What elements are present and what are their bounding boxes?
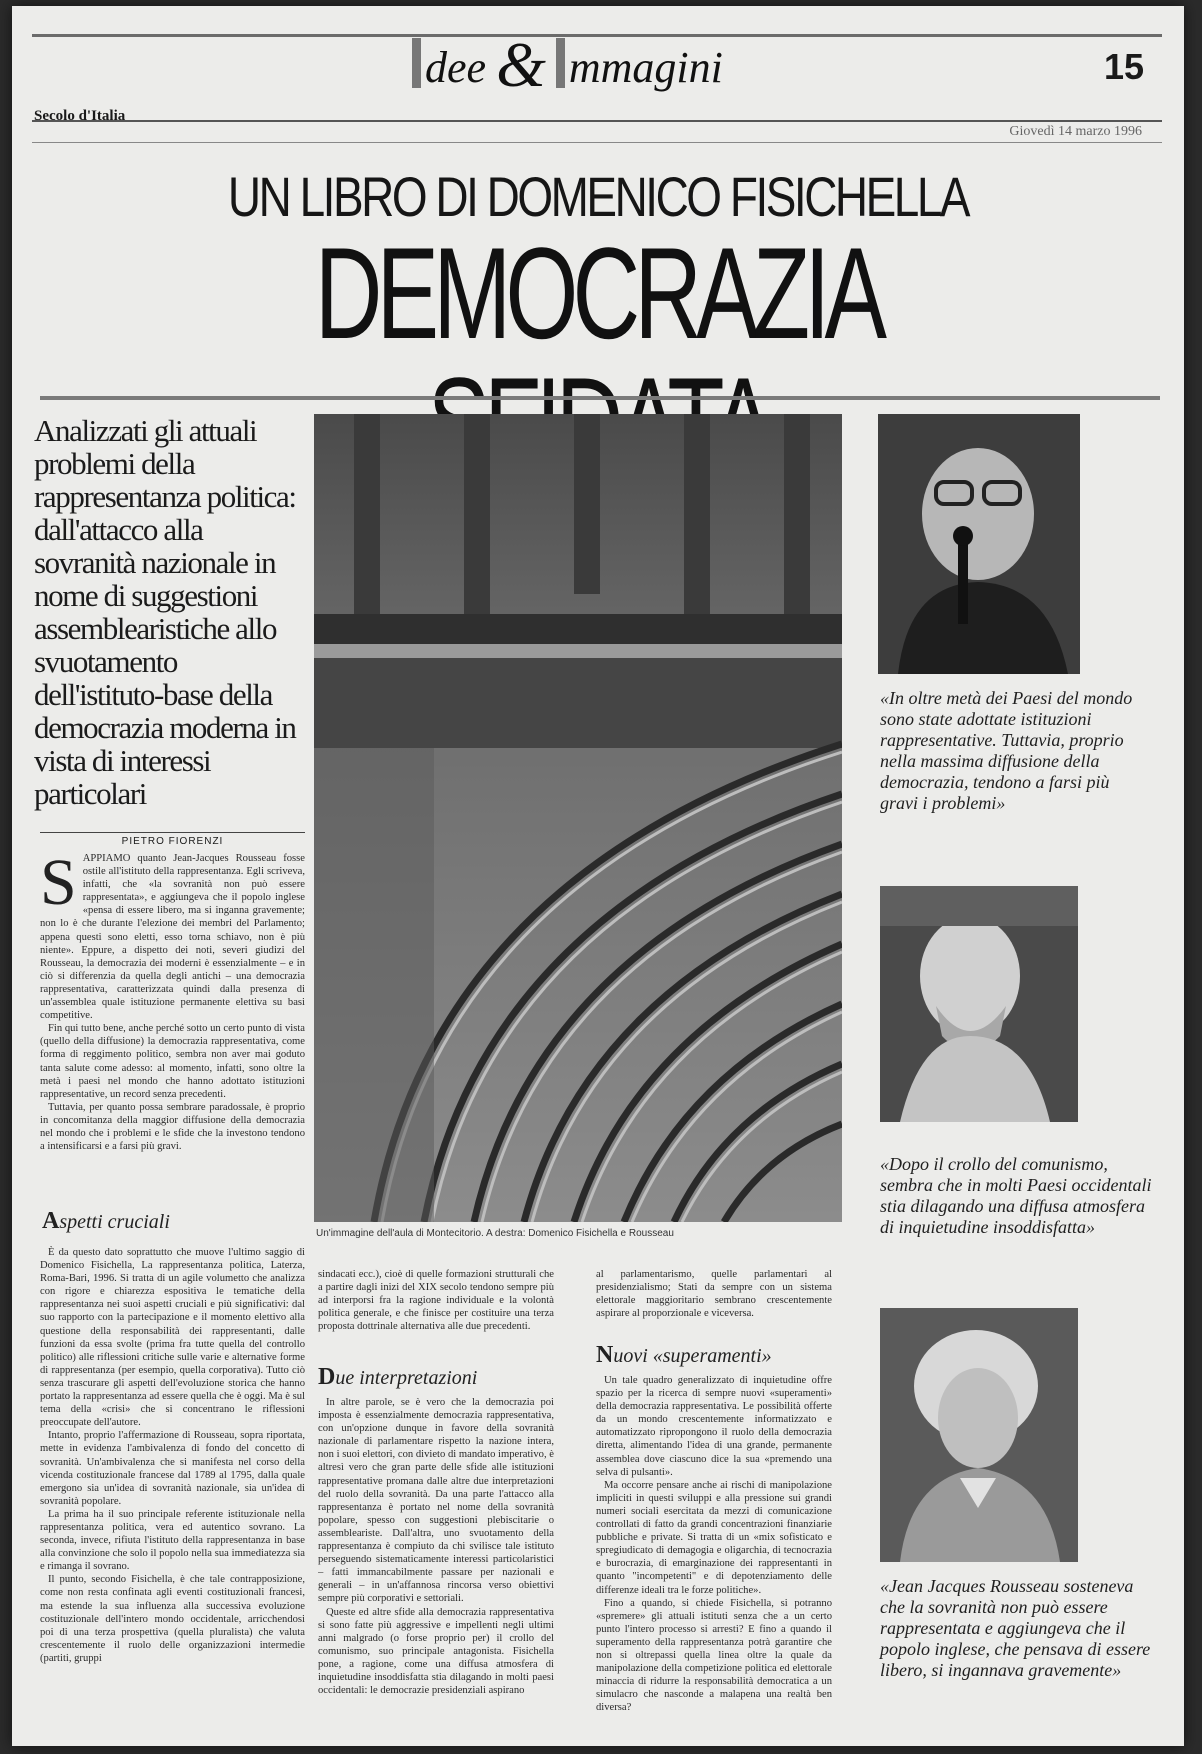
subhead-interpretazioni <box>318 1364 477 1391</box>
newspaper-page <box>12 6 1184 1746</box>
intro-paragraph: Fin qui tutto bene, anche perché sotto un certo punto di vista (quello della diffusione) la democrazia rappresentativa, come forma di reggimento politico, sembra non aver mai goduto tanta salute come adesso: al momento, infatti, sono oltre la metà i paesi nel mondo che hanno adottato istituzioni rappresentative, un record senza precedenti. <box>40 1023 305 1100</box>
deck: Analizzati gli attuali problemi della rappresentanza politica: dall'attacco alla sovranità nazionale in nome di suggestioni assemblearistiche allo svuotamento dell'istituto-base della democrazia moderna in vista di interessi particolari <box>34 413 296 811</box>
column-paragraph: Un tale quadro generalizzato di inquietudine offre spazio per la ricerca di sempre nuovi «superamenti» della democrazia rappresentativa. Le possibilità offerte da un mondo crescentemente informatizzato e automatizzato ripropongono il ruolo della democrazia diretta, alimentando l'idea di una grande, permanente assemblea dove ciascuno dice la sua «premendo una selva di pulsanti». <box>596 1375 832 1478</box>
masthead-rule <box>32 120 1162 122</box>
quote-2: «Dopo il crollo del comunismo, sembra che in molti Paesi occidentali stia dilagando una diffusa atmosfera di inquietudine insoddisfatta» <box>880 1154 1152 1237</box>
subhead-text: spetti cruciali <box>59 1211 170 1233</box>
column-3 <box>596 1374 832 1718</box>
intro-column <box>40 852 305 1194</box>
byline: PIETRO FIORENZI <box>40 832 305 847</box>
column-paragraph: Il punto, secondo Fisichella, è che tale contrapposizione, come non resta confinata agli eventi costituzionali francesi, ma estende la sua influenza alla successiva evoluzione costituzionale dell'intero mondo occidentale, arricchendosi poi di una terza prospettiva (quella pluralista) che valuta crescentemente il ruolo delle organizzazioni intermedie (partiti, gruppi <box>40 1574 305 1664</box>
column-paragraph: Fino a quando, si chiede Fisichella, si potranno «spremere» gli attuali istituti senza che a un certo punto l'intero processo si arresti? E fino a quando il superamento della rappresentanza potrà garantire che non si oltrepassi quella linea oltre la quale da manipolazione della competizione politica ed elettorale minaccia di ridurre la responsabilità democratica a un simulacro che nasconde a malapena una realtà ben diversa? <box>596 1597 832 1714</box>
quote-1: «In oltre metà dei Paesi del mondo sono state adottate istituzioni rappresentative. Tuttavia, proprio nella massima diffusione della democrazia, tendono a farsi più gravi i problemi» <box>880 688 1133 813</box>
headline-rule <box>40 396 1160 400</box>
chamber-photo <box>314 414 842 1222</box>
intro-paragraph: APPIAMO quanto Jean-Jacques Rousseau fosse ostile all'istituto della rappresentanza. Egli scriveva, infatti, che «la sovranità non può essere rappresentata», e aggiungeva che il popolo inglese «pensa di essere libero, ma si inganna gravemente; non lo è che durante l'elezione dei membri del Parlamento; appena questi sono eletti, esso torna schiavo, non è più niente». Eppure, a dispetto dei noti, severi giudizi del Rousseau, la democrazia dei moderni è essenzialmente – e in ciò si differenzia da quella degli antichi – una democrazia rappresentativa, caratterizzata quindi dalla presenza di un'assemblea quale istituzione permanente elettiva su basi competitive. <box>40 853 305 1022</box>
chamber-photo-image <box>314 414 842 1222</box>
column-paragraph: È da questo dato soprattutto che muove l'ultimo saggio di Domenico Fisichella, La rappresentanza politica, Laterza, Roma-Bari, 1996. Si tratta di un agile volumetto che analizza con rigore e chiarezza espositiva le tematiche della rappresentanza nei suoi aspetti cruciali e più significativi: dal suo rapporto con la partecipazione e il momento elettivo alla questione della responsabilità dei rappresentanti, dalle funzioni da essa svolte (prima fra tutte quella del controllo politico) alle riflessioni critiche sulle varie e alternative forme di rappresentanza (per esempio, quella corporativa). Tutto ciò senza trascurare gli aspetti dell'evoluzione storica che hanno portato la rappresentanza ad essere quella che è oggi. Ma è sul tema della «crisi» che si concentrano le riflessioni preoccupate dell'autore. <box>40 1247 305 1429</box>
rousseau-photo <box>880 1308 1078 1562</box>
column-2-top <box>318 1268 554 1348</box>
column-paragraph: sindacati ecc.), cioè di quelle formazioni strutturali che a partire dagli inizi del XIX secolo tendono sempre più ad interporsi fra la ragione individuale e la volontà politica generale, e che finisce per costituire una terza proposta dottrinale alternativa alle due precedenti. <box>318 1269 554 1333</box>
intro-paragraph: Tuttavia, per quanto possa sembrare paradossale, è proprio in concomitanza della maggior diffusione della democrazia nel mondo che i problemi e le sfide che la investono tendono a intensificarsi e a farsi più gravi. <box>40 1101 305 1153</box>
paper-name: Secolo d'Italia <box>34 108 126 124</box>
subhead-text: uovi «superamenti» <box>613 1345 772 1367</box>
dropcap: S <box>40 852 77 919</box>
fisichella-photo <box>878 414 1080 674</box>
column-paragraph: In altre parole, se è vero che la democrazia poi imposta è essenzialmente democrazia rappresentativa, con un'opzione dunque in favore della sovranità nazionale di parlamentare rispetto la nazione intera, non i suoi elettori, con divieto di mandato imperativo, è altresì vero che gran parte delle sfide alle istituzioni rappresentative promana dalle altre due interpretazioni del ruolo della sovranità. Da una parte l'attacco alla rappresentanza è portato nel nome della sovranità popolare, spesso con suggestioni plebiscitarie o assembleariste. Dall'altra, uno svuotamento della rappresentanza è compiuto da chi svilisce tale istituto perseguendo sistematicamente interessi particolaristici – fatti immancabilmente passare per nazionali e generali – in un'affannosa rincorsa verso obiettivi sempre più corporativi e settoriali. <box>318 1397 554 1605</box>
column-paragraph: La prima ha il suo principale referente istituzionale nella rappresentanza politica, vera ed autentico sovrano. La seconda, invece, rifiuta l'istituto della rappresentanza in base alla convinzione che solo il popolo nella sua immediatezza sia e rimanga il sovrano. <box>40 1508 305 1573</box>
issue-date: Giovedì 14 marzo 1996 <box>1009 124 1142 139</box>
bust-photo <box>880 886 1078 1122</box>
column-2 <box>318 1396 554 1718</box>
headline: DEMOCRAZIA <box>314 220 882 366</box>
subhead-initial: N <box>596 1342 614 1368</box>
subhead-text: ue interpretazioni <box>335 1367 478 1389</box>
column-paragraph: al parlamentarismo, quelle parlamentari al presidenzialismo; Stati da sempre con un sistema elettorale maggioritario sembrano crescentemente aspirare al proporzionale e viceversa. <box>596 1269 832 1320</box>
column-3-top <box>596 1268 832 1332</box>
quote-3: «Jean Jacques Rousseau sosteneva che la sovranità non può essere rappresentata e aggiungeva che il popolo inglese, che pensava di essere libero, si ingannava gravemente» <box>880 1576 1151 1680</box>
page-number: 15 <box>1103 46 1144 87</box>
column-paragraph: Ma occorre pensare anche ai rischi di manipolazione impliciti in questi sviluppi e alla pressione sui grandi numeri sociali esercitata da mezzi di comunicazione controllati di fatto da grandi concentrazioni finanziarie pubbliche e private. Si tratta di un «mix sofisticato e spregiudicato di demagogia e oligarchia, di tecnocrazia e burocrazia, di emarginazione dei rappresentanti in quanto "incompetenti" e di depotenziamento delle differenze ideali tra le forze politiche». <box>596 1479 832 1596</box>
chamber-caption: Un'immagine dell'aula di Montecitorio. A destra: Domenico Fisichella e Rousseau <box>316 1228 674 1239</box>
masthead-rule-thin <box>32 142 1162 143</box>
section-bar-2 <box>556 38 565 88</box>
kicker: UN LIBRO DI DOMENICO FISICHELLA <box>227 165 969 228</box>
fisichella-photo-image <box>878 414 1080 674</box>
subhead-initial: D <box>318 1364 336 1390</box>
rousseau-photo-image <box>880 1308 1078 1562</box>
bust-photo-image <box>880 886 1078 1122</box>
section-ampersand: & <box>496 29 546 100</box>
column-paragraph: Queste ed altre sfide alla democrazia rappresentativa si sono fatte più aggressive e impellenti negli ultimi anni malgrado (o forse proprio per) il crollo del comunismo, suo principale antagonista. Fisichella pone, a ragione, come una diffusa atmosfera di inquietudine insoddisfatta stia dilagando in molti paesi occidentali: le democrazie presidenziali aspirano <box>318 1606 554 1697</box>
section-bar-1 <box>412 38 421 88</box>
subhead-aspetti <box>42 1208 170 1235</box>
section-title <box>412 28 812 100</box>
column-paragraph: Intanto, proprio l'affermazione di Rousseau, sopra riportata, mette in evidenza l'ambivalenza di fondo del concetto di sovranità. Un'ambivalenza che si manifesta nel corso della vicenda costituzionale francese dal 1789 al 1795, dalla quale emergono sia un'idea di sovranità nazionale, sia un'idea di sovranità popolare. <box>40 1430 305 1507</box>
section-first-word: dee <box>425 43 487 92</box>
column-1 <box>40 1246 305 1718</box>
section-second-word: mmagini <box>568 43 723 92</box>
subhead-initial: A <box>42 1208 60 1234</box>
subhead-superamenti <box>596 1342 772 1369</box>
